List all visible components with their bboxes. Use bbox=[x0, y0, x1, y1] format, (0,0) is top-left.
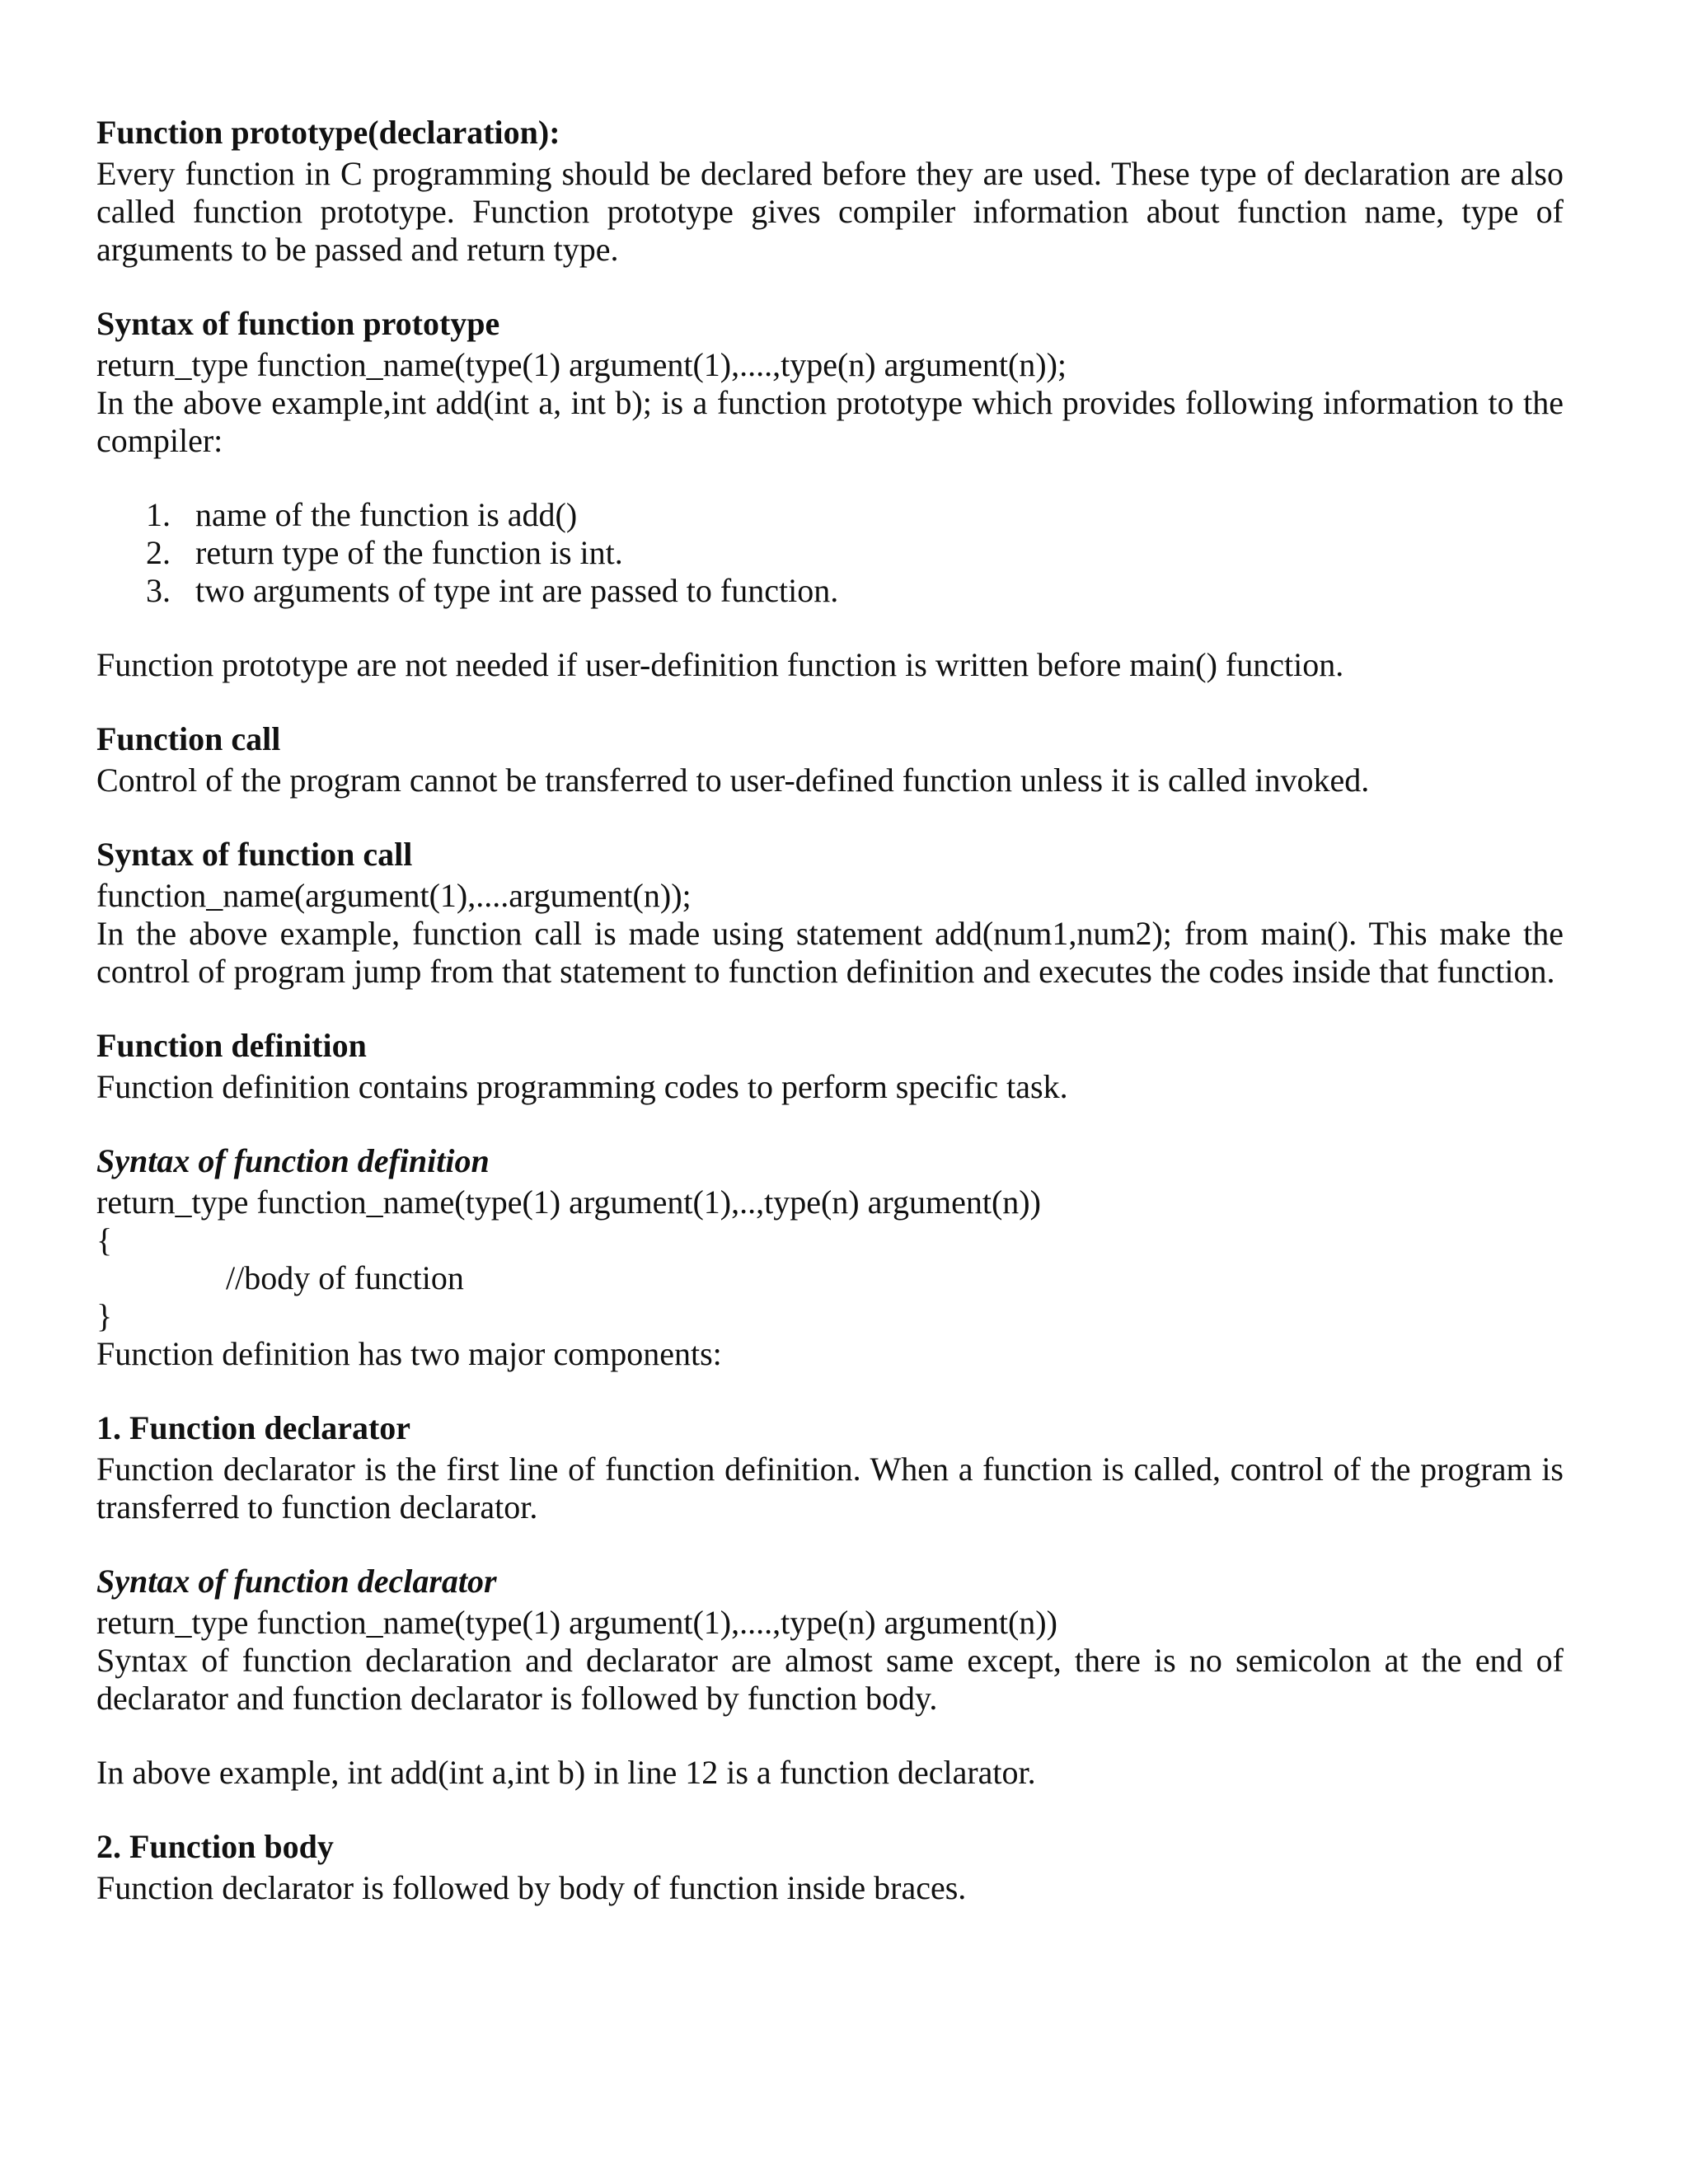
list-number: 2. bbox=[146, 534, 171, 571]
paragraph-prototype: Every function in C programming should be declared before they are used. These type of declaration are also called function prototype. Function prototype gives compiler information about function name, type of arguments to be passed and return type. bbox=[96, 155, 1564, 268]
code-call-syntax: function_name(argument(1),....argument(n)); bbox=[96, 877, 692, 914]
paragraph-declarator-compare: Syntax of function declaration and declarator are almost same except, there is no semicolon at the end of declarator and function declarator is followed by function body. bbox=[96, 1642, 1564, 1717]
code-open-brace: { bbox=[96, 1221, 113, 1258]
code-declarator-syntax: return_type function_name(type(1) argument(1),....,type(n) argument(n)) bbox=[96, 1604, 1057, 1641]
paragraph-prototype-example: In the above example,int add(int a, int b); is a function prototype which provides following information to the compiler: bbox=[96, 384, 1564, 459]
heading-declarator-syntax: Syntax of function declarator bbox=[96, 1563, 497, 1600]
list-text: two arguments of type int are passed to function. bbox=[195, 572, 839, 609]
prototype-info-list bbox=[96, 496, 1564, 610]
code-body-comment: //body of function bbox=[226, 1259, 464, 1296]
code-prototype-syntax: return_type function_name(type(1) argument(1),....,type(n) argument(n)); bbox=[96, 346, 1067, 383]
heading-prototype-syntax: Syntax of function prototype bbox=[96, 305, 500, 342]
heading-function-prototype: Function prototype(declaration): bbox=[96, 114, 560, 151]
code-definition-line1: return_type function_name(type(1) argument(1),..,type(n) argument(n)) bbox=[96, 1183, 1041, 1221]
paragraph-function-declarator: Function declarator is the first line of function definition. When a function is called, control of the program is transferred to function declarator. bbox=[96, 1451, 1564, 1526]
list-item bbox=[96, 496, 1564, 534]
paragraph-function-body: Function declarator is followed by body of function inside braces. bbox=[96, 1869, 967, 1906]
paragraph-function-definition: Function definition contains programming codes to perform specific task. bbox=[96, 1068, 1068, 1105]
list-item bbox=[96, 572, 1564, 610]
paragraph-function-call: Control of the program cannot be transferred to user-defined function unless it is called invoked. bbox=[96, 762, 1370, 799]
heading-definition-syntax: Syntax of function definition bbox=[96, 1142, 490, 1179]
heading-function-declarator: 1. Function declarator bbox=[96, 1409, 411, 1446]
paragraph-declarator-note: In above example, int add(int a,int b) in line 12 is a function declarator. bbox=[96, 1754, 1036, 1791]
list-text: return type of the function is int. bbox=[195, 534, 623, 571]
heading-function-body: 2. Function body bbox=[96, 1828, 334, 1865]
heading-call-syntax: Syntax of function call bbox=[96, 836, 413, 873]
code-close-brace: } bbox=[96, 1297, 113, 1334]
list-item bbox=[96, 534, 1564, 572]
list-number: 3. bbox=[146, 572, 171, 609]
paragraph-prototype-note: Function prototype are not needed if user-definition function is written before main() function. bbox=[96, 646, 1344, 683]
heading-function-definition: Function definition bbox=[96, 1027, 367, 1064]
heading-function-call: Function call bbox=[96, 720, 281, 757]
document-page bbox=[96, 114, 1564, 1907]
paragraph-call-example: In the above example, function call is made using statement add(num1,num2); from main(). This make the control of program jump from that statement to function definition and executes the codes inside that function. bbox=[96, 915, 1564, 990]
paragraph-definition-components: Function definition has two major components: bbox=[96, 1335, 722, 1372]
list-text: name of the function is add() bbox=[195, 496, 578, 533]
list-number: 1. bbox=[146, 496, 171, 533]
